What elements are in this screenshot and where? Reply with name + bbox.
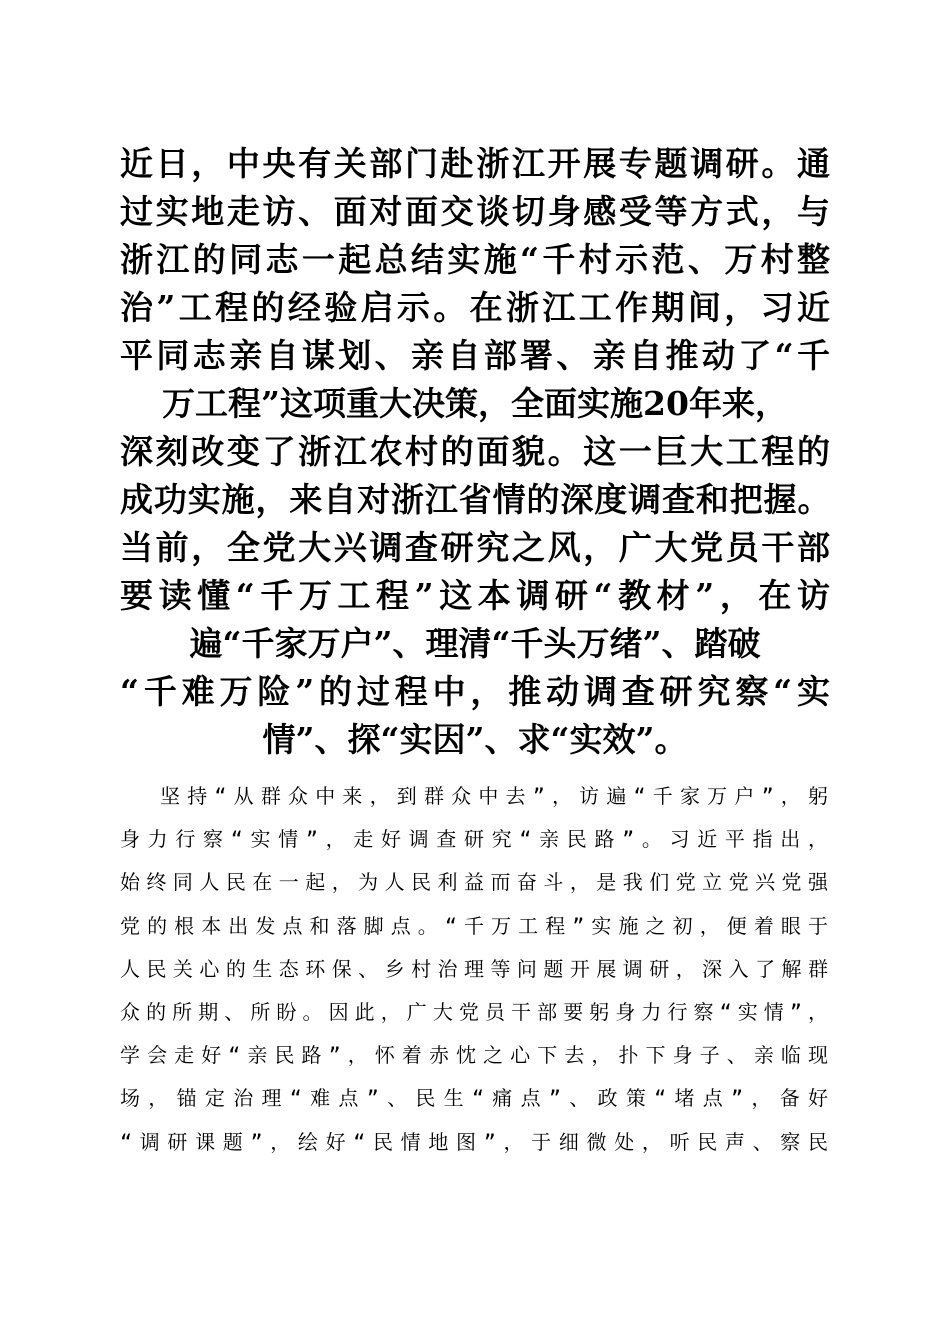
body-line: “调研课题”，绘好“民情地图”，于细微处，听民声、察民 — [120, 1129, 830, 1154]
lead-line: 浙江的同志一起总结实施“千村示范、万村整 — [120, 240, 830, 279]
body-line: 身力行察“实情”，走好调查研究“亲民路”。习近平指出， — [120, 827, 830, 852]
body-line: 坚持“从群众中来，到群众中去”，访遍“千家万户”，躬 — [160, 784, 830, 808]
body-line: 人民关心的生态环保、乡村治理等问题开展调研，深入了解群 — [120, 956, 830, 981]
lead-line: 遍“千家万户”、理清“千头万绪”、踏破 — [189, 624, 761, 663]
lead-line: 当前，全党大兴调查研究之风，广大党员干部 — [120, 528, 830, 567]
lead-line: 深刻改变了浙江农村的面貌。这一巨大工程的 — [120, 432, 830, 471]
body-line: 学会走好“亲民路”，怀着赤忱之心下去，扑下身子、亲临现 — [120, 1043, 830, 1068]
body-line: 众的所期、所盼。因此，广大党员干部要躬身力行察“实情”， — [120, 999, 830, 1024]
body-line: 始终同人民在一起，为人民利益而奋斗，是我们党立党兴党强 — [120, 870, 830, 895]
lead-line: 要读懂“千万工程”这本调研“教材”，在访 — [120, 576, 830, 615]
body-line: 党的根本出发点和落脚点。“千万工程”实施之初，便着眼于 — [120, 913, 830, 938]
body-line: 场，锚定治理“难点”、民生“痛点”、政策“堵点”，备好 — [120, 1086, 830, 1111]
lead-line: 情”、探“实因”、求“实效”。 — [262, 720, 688, 759]
lead-line: 万工程”这项重大决策，全面实施20年来， — [162, 384, 788, 423]
lead-paragraph — [120, 140, 830, 764]
body-paragraph — [120, 775, 830, 1164]
lead-line: 过实地走访、面对面交谈切身感受等方式，与 — [120, 192, 830, 231]
lead-line: “千难万险”的过程中，推动调查研究察“实 — [120, 672, 830, 711]
lead-line: 成功实施，来自对浙江省情的深度调查和把握。 — [120, 480, 830, 519]
lead-line: 近日，中央有关部门赴浙江开展专题调研。通 — [120, 144, 830, 183]
lead-line: 治”工程的经验启示。在浙江工作期间，习近 — [120, 288, 830, 327]
lead-line: 平同志亲自谋划、亲自部署、亲自推动了“千 — [120, 336, 830, 375]
